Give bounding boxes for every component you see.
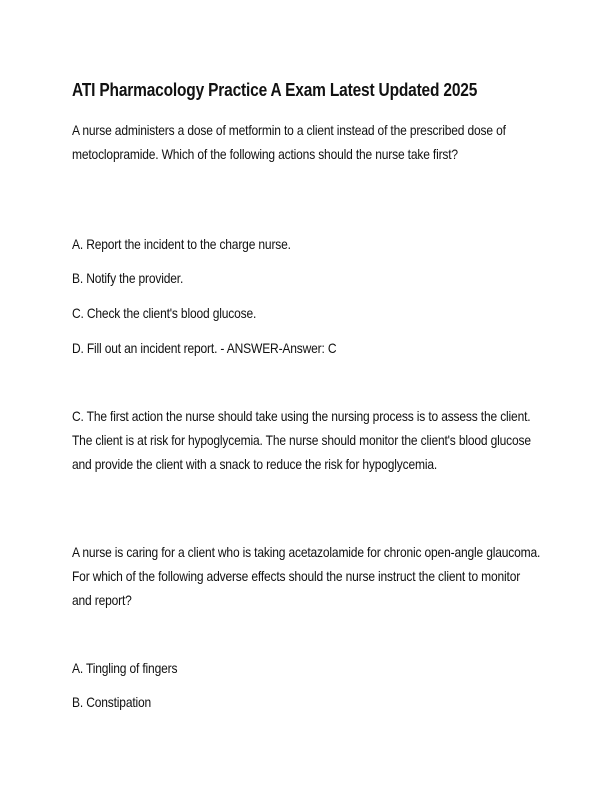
question-1-option-b: B. Notify the provider.	[72, 270, 184, 286]
question-2-option-a: A. Tingling of fingers	[72, 660, 178, 676]
question-1-option-c: C. Check the client's blood glucose.	[72, 305, 257, 321]
question-1-option-a: A. Report the incident to the charge nurse.	[72, 236, 291, 252]
page-title: ATI Pharmacology Practice A Exam Latest Updated 2025	[72, 80, 478, 100]
question-2-option-b: B. Constipation	[72, 694, 152, 710]
question-1-rationale: C. The first action the nurse should take using the nursing process is to assess the client. The client is at risk for hypoglycemia. The nurse should monitor the client's blood glucose and provide the client with a snack to reduce the risk for hypoglycemia.	[72, 408, 531, 472]
question-1-option-d-answer: D. Fill out an incident report. - ANSWER-Answer: C	[72, 340, 337, 356]
question-2-stem: A nurse is caring for a client who is taking acetazolamide for chronic open-angle glaucoma. For which of the following adverse effects should the nurse instruct the client to monitor and report?	[72, 544, 541, 608]
question-1-stem: A nurse administers a dose of metformin to a client instead of the prescribed dose of metoclopramide. Which of the following actions should the nurse take first?	[72, 122, 506, 162]
